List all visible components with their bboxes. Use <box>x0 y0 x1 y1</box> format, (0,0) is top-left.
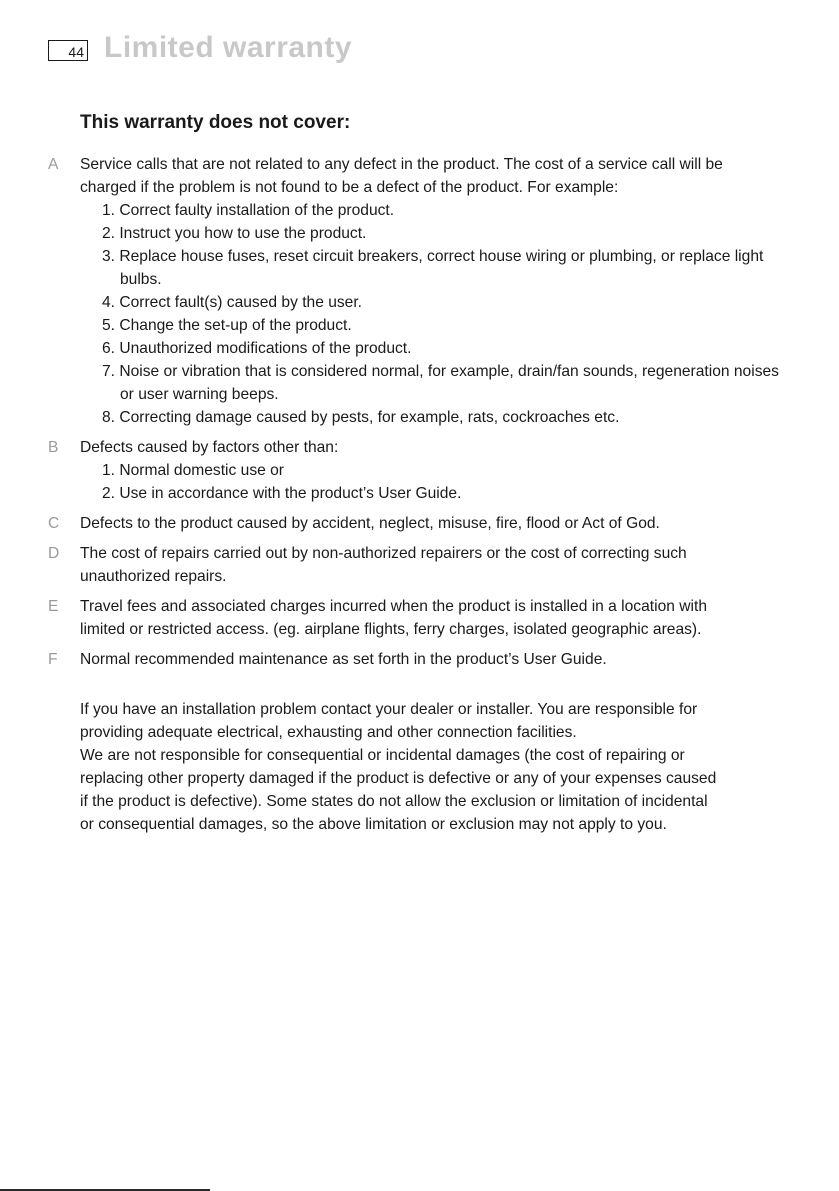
sub-item: 3. Replace house fuses, reset circuit breakers, correct house wiring or plumbing, or replace light bulbs. <box>102 248 764 288</box>
item-text-line: Defects caused by factors other than: <box>80 439 339 456</box>
exclusion-item <box>48 153 792 429</box>
item-letter: C <box>48 515 60 532</box>
exclusion-item <box>48 595 792 641</box>
exclusion-item <box>48 512 792 535</box>
closing-text-line: providing adequate electrical, exhausting and other connection facilities. <box>80 724 577 741</box>
item-letter: B <box>48 439 59 456</box>
section-heading: This warranty does not cover: <box>80 112 351 133</box>
sub-item: 1. Correct faulty installation of the product. <box>102 202 395 219</box>
sub-item: 2. Instruct you how to use the product. <box>102 225 367 242</box>
closing-text-line: If you have an installation problem contact your dealer or installer. You are responsible for <box>80 701 698 718</box>
sub-item: 7. Noise or vibration that is considered normal, for example, drain/fan sounds, regeneration noises or user warning beeps. <box>102 363 779 403</box>
closing-text-line: or consequential damages, so the above limitation or exclusion may not apply to you. <box>80 816 667 833</box>
item-body <box>80 512 792 535</box>
item-text-line: Normal recommended maintenance as set forth in the product’s User Guide. <box>80 651 607 668</box>
sub-item: 2. Use in accordance with the product’s User Guide. <box>102 485 462 502</box>
item-letter: E <box>48 598 59 615</box>
closing-paragraph <box>80 698 792 836</box>
item-text-line: unauthorized repairs. <box>80 568 227 585</box>
sub-item: 4. Correct fault(s) caused by the user. <box>102 294 363 311</box>
item-text-line: Travel fees and associated charges incurred when the product is installed in a location with <box>80 598 707 615</box>
item-text-line: limited or restricted access. (eg. airplane flights, ferry charges, isolated geographic areas). <box>80 621 702 638</box>
sub-item: 8. Correcting damage caused by pests, for example, rats, cockroaches etc. <box>102 409 620 426</box>
sub-item: 1. Normal domestic use or <box>102 462 284 479</box>
exclusion-item <box>48 542 792 588</box>
exclusion-item <box>48 436 792 505</box>
item-body <box>80 595 792 641</box>
item-body <box>80 648 792 671</box>
sub-item: 5. Change the set-up of the product. <box>102 317 352 334</box>
item-body <box>80 436 792 505</box>
item-text-line: Service calls that are not related to any defect in the product. The cost of a service call will be <box>80 156 723 173</box>
item-letter: D <box>48 545 60 562</box>
item-body <box>80 153 792 429</box>
warranty-exclusions <box>48 153 792 836</box>
sub-item: 6. Unauthorized modifications of the product. <box>102 340 412 357</box>
closing-text-line: replacing other property damaged if the product is defective or any of your expenses caused <box>80 770 717 787</box>
page-title: Limited warranty <box>104 31 353 64</box>
item-text-line: charged if the problem is not found to be a defect of the product. For example: <box>80 179 619 196</box>
exclusion-list <box>48 153 792 671</box>
page-header <box>48 30 352 66</box>
item-letter: F <box>48 651 58 668</box>
closing-text-line: We are not responsible for consequential or incidental damages (the cost of repairing or <box>80 747 685 764</box>
item-text-line: Defects to the product caused by accident, neglect, misuse, fire, flood or Act of God. <box>80 515 660 532</box>
page-number: 44 <box>48 40 88 61</box>
item-body <box>80 542 792 588</box>
item-text-line: The cost of repairs carried out by non-authorized repairers or the cost of correcting such <box>80 545 687 562</box>
exclusion-item <box>48 648 792 671</box>
closing-text-line: if the product is defective). Some states do not allow the exclusion or limitation of incidental <box>80 793 708 810</box>
item-letter: A <box>48 156 59 173</box>
